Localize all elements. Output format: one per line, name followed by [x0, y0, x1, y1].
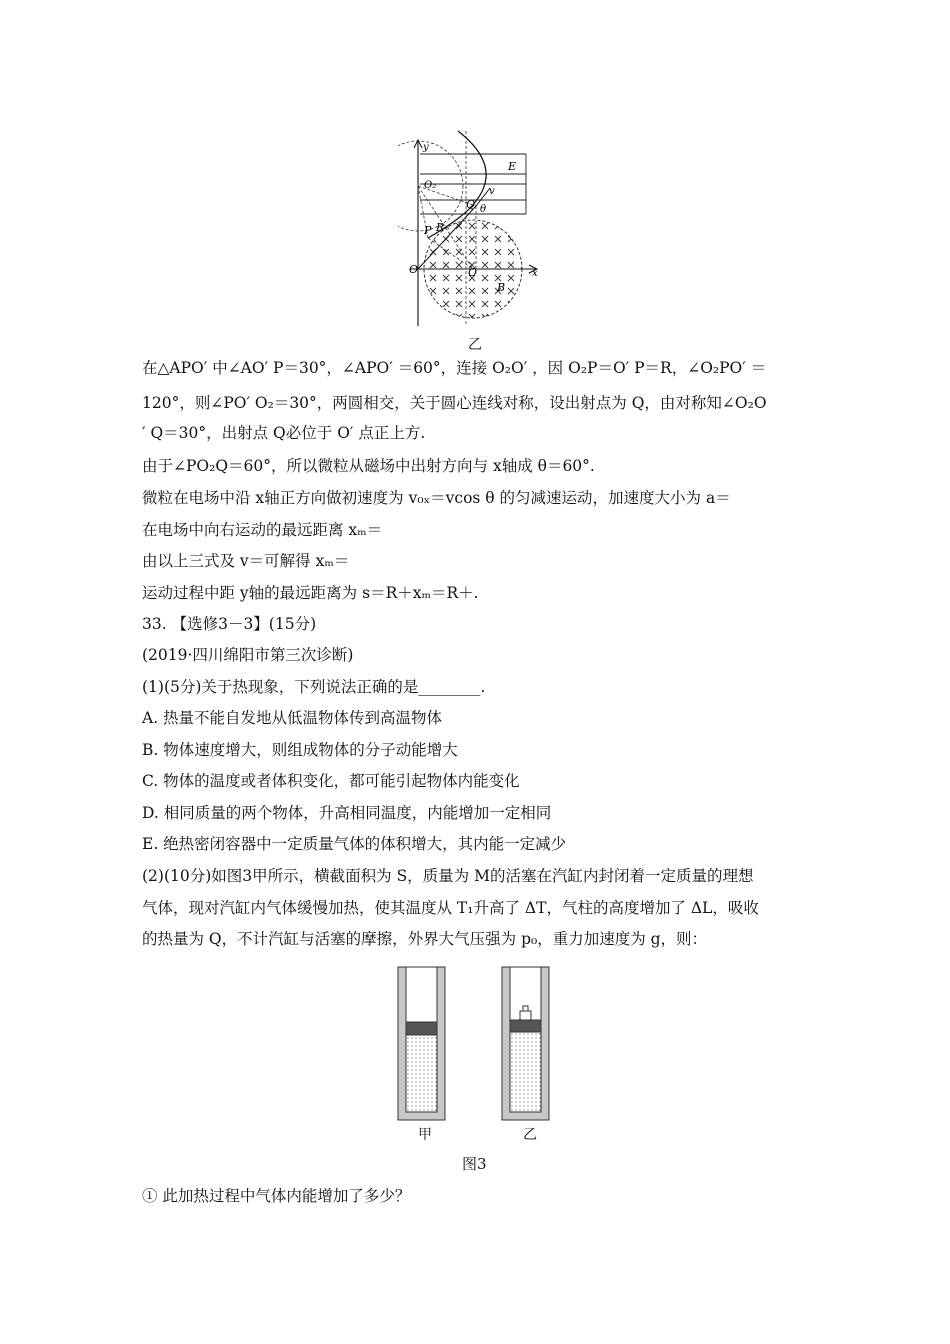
question-2-line: (2)(10分)如图3甲所示，横截面积为 S，质量为 M的活塞在汽缸内封闭着一定质量的理想	[142, 867, 754, 885]
figure-top-caption: 乙	[468, 337, 482, 353]
label-O2: O₂	[424, 180, 437, 191]
option-b: B. 物体速度增大，则组成物体的分子动能增大	[142, 741, 458, 759]
sub-question-1: ① 此加热过程中气体内能增加了多少？	[142, 1187, 411, 1205]
label-P: P	[424, 224, 432, 237]
figure3-cylinders	[395, 965, 565, 1125]
text-line: 在电场中向右运动的最远距离 xₘ＝	[142, 521, 383, 539]
label-O-origin: O	[409, 263, 419, 276]
text-line: 由于∠PO₂Q＝60°，所以微粒从磁场中出射方向与 x轴成 θ＝60°.	[142, 457, 595, 475]
figure3-label-left: 甲	[418, 1127, 432, 1143]
label-Q: Q	[466, 198, 476, 211]
label-x: x	[532, 268, 538, 279]
text-line: 微粒在电场中沿 x轴正方向做初速度为 v₀ₓ＝vcos θ 的匀减速运动，加速度大小为 a＝	[142, 489, 731, 507]
question-heading: 33. 【选修3－3】(15分)	[142, 615, 317, 633]
label-R: R	[436, 221, 445, 234]
question-source: (2019·四川绵阳市第三次诊断)	[142, 646, 354, 664]
label-y: y	[423, 142, 429, 153]
question-2-line: 气体，现对汽缸内气体缓慢加热，使其温度从 T₁升高了 ΔT，气柱的高度增加了 ΔL，吸收	[142, 899, 759, 917]
figure-field-diagram	[398, 126, 548, 331]
label-theta: θ	[480, 204, 487, 215]
option-a: A. 热量不能自发地从低温物体传到高温物体	[142, 709, 443, 727]
option-e: E. 绝热密闭容器中一定质量气体的体积增大，其内能一定减少	[142, 835, 567, 853]
text-line: 在△APO′ 中∠AO′ P＝30°，∠APO′ ＝60°，连接 O₂O′ ，因 O₂P＝O′ P＝R，∠O₂PO′ ＝	[142, 359, 767, 377]
question-2-line: 的热量为 Q，不计汽缸与活塞的摩擦，外界大气压强为 p₀，重力加速度为 g，则：	[142, 930, 708, 948]
label-O-center: O	[468, 266, 478, 279]
label-v: v	[489, 186, 495, 197]
figure3-caption: 图3	[462, 1155, 487, 1173]
option-c: C. 物体的温度或者体积变化，都可能引起物体内能变化	[142, 772, 520, 790]
text-line: 120°，则∠PO′ O₂＝30°，两圆相交，关于圆心连线对称，设出射点为 Q，由对称知∠O₂O	[142, 394, 767, 412]
option-d: D. 相同质量的两个物体，升高相同温度，内能增加一定相同	[142, 804, 552, 822]
text-line: 由以上三式及 v＝可解得 xₘ＝	[142, 552, 350, 570]
label-B: B	[497, 281, 506, 294]
text-line: 运动过程中距 y轴的最远距离为 s＝R＋xₘ＝R＋.	[142, 584, 479, 602]
label-E: E	[508, 160, 517, 173]
figure3-label-right: 乙	[523, 1127, 537, 1143]
cylinder-jia	[398, 967, 445, 1120]
text-line: ′ Q＝30°，出射点 Q必位于 O′ 点正上方.	[142, 424, 426, 442]
cylinder-yi	[502, 967, 549, 1120]
question-1: (1)(5分)关于热现象，下列说法正确的是________.	[142, 678, 486, 696]
